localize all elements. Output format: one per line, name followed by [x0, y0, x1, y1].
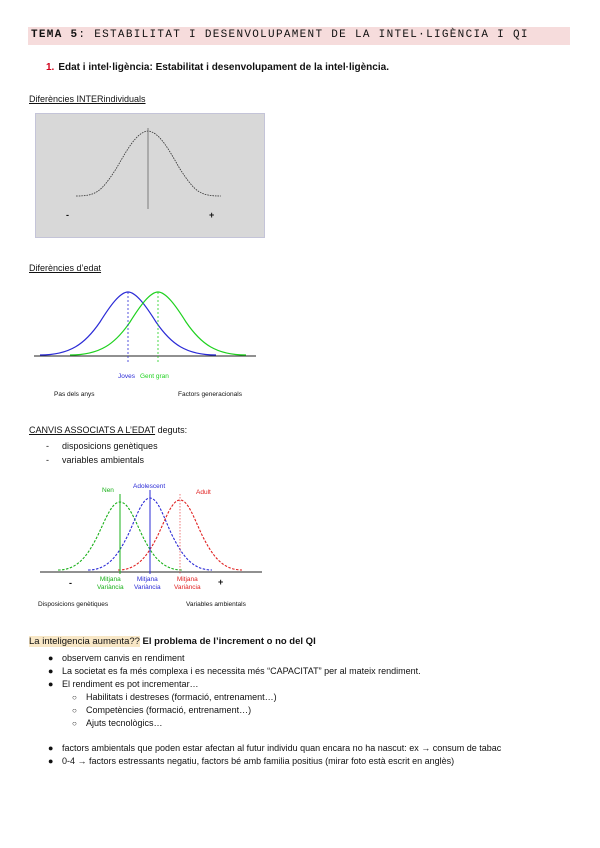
fig1-caption: Diferències INTERindividuals	[29, 94, 146, 104]
child-mean-label: Mitjana Variància	[97, 576, 124, 591]
sub-list-item: ○ Ajuts tecnològics…	[72, 718, 163, 728]
developmental-curves-chart	[38, 480, 270, 580]
plus-label: +	[218, 577, 224, 587]
sub-list-item: ○ Competències (formació, entrenament…)	[72, 705, 252, 715]
left-axis-label: Disposicions genètiques	[38, 601, 109, 608]
right-axis-label: Factors generacionals	[178, 391, 242, 398]
body-list	[46, 652, 566, 768]
list-item: ● 0-4 → factors estressants negatiu, factors bé amb familia positius (mirar foto està escrit en anglès)	[48, 756, 455, 766]
normal-curve-chart	[36, 114, 264, 237]
right-axis-label: Variables ambientals	[186, 601, 246, 608]
normal-curve-figure	[35, 113, 265, 238]
sub-list-item: ○ Habilitats i destreses (formació, entrenament…)	[72, 692, 277, 702]
adult-label: Adult	[196, 489, 211, 496]
minus-label: -	[66, 210, 69, 220]
section-heading: 1. Edat i intel·ligència: Estabilitat i desenvolupament de la intel·ligència.	[46, 62, 389, 73]
page-title: TEMA 5: ESTABILITAT I DESENVOLUPAMENT DE LA INTEL·LIGÈNCIA I QI	[31, 29, 529, 41]
list-item: ● La societat es fa més complexa i es necessita més “CAPACITAT” per al mateix rendiment.	[48, 666, 421, 676]
normal-curve	[76, 131, 221, 196]
list-item: ● observem canvis en rendiment	[48, 653, 185, 663]
teen-label: Adolescent	[133, 483, 166, 490]
plus-label: +	[209, 210, 215, 220]
list-item: - variables ambientals	[46, 455, 145, 465]
fig2-caption: Diferències d’edat	[29, 263, 102, 273]
adult-mean-label: Mitjana Variància	[174, 576, 201, 591]
minus-label: -	[69, 578, 72, 588]
left-axis-label: Pas dels anys	[54, 391, 95, 398]
canvis-heading: CANVIS ASSOCIATS A L’EDAT deguts:	[29, 425, 188, 435]
age-diff-chart	[30, 282, 260, 372]
teen-mean-label: Mitjana Variància	[134, 576, 161, 591]
young-label: Joves	[118, 373, 135, 380]
list-item: - disposicions genètiques	[46, 441, 158, 451]
section-number: 1.	[46, 62, 55, 73]
child-label: Nen	[102, 487, 114, 494]
list-item: ● factors ambientals que poden estar afectan al futur individu quan encara no ha nascut: ex → consum de tabac	[48, 743, 502, 753]
old-label: Gent gran	[140, 373, 169, 380]
list-item: ● El rendiment es pot incrementar…	[48, 679, 199, 689]
section2-heading: La inteligencia aumenta?? El problema de l’increment o no del QI	[29, 636, 316, 647]
canvis-list	[46, 439, 158, 467]
